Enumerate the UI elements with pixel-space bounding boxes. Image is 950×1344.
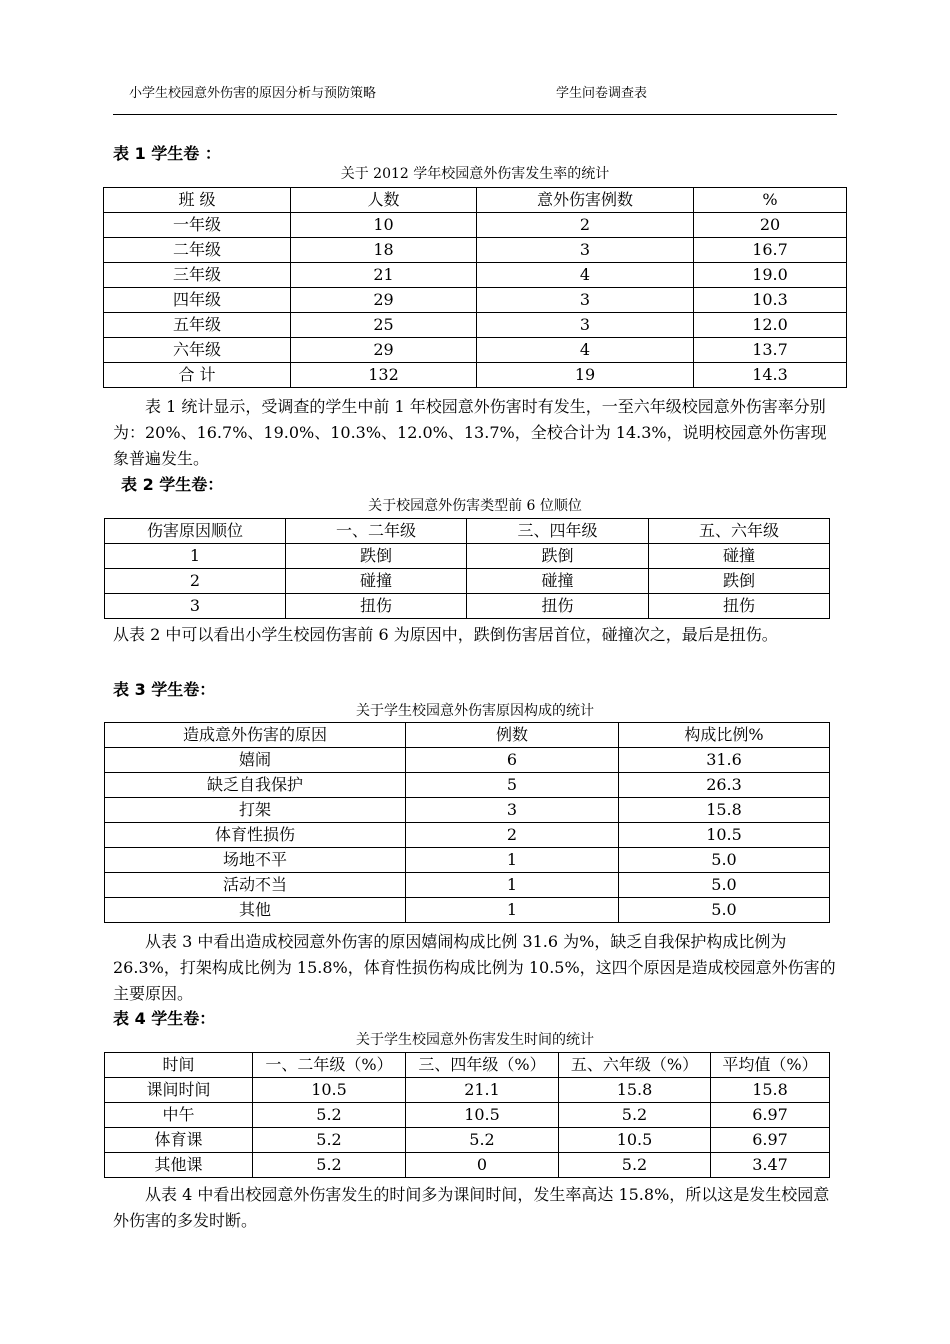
column-header: 人数 xyxy=(291,188,477,213)
table-cell: 13.7 xyxy=(694,338,847,363)
table-cell: 碰撞 xyxy=(649,544,830,569)
table-cell: 15.8 xyxy=(559,1078,711,1103)
table-cell: 5.2 xyxy=(253,1128,406,1153)
table-header-row xyxy=(105,723,830,748)
column-header: 一、二年级（%） xyxy=(253,1053,406,1078)
table-cell: 中午 xyxy=(105,1103,253,1128)
table-row xyxy=(105,594,830,619)
table-row xyxy=(105,848,830,873)
table-cell: 18 xyxy=(291,238,477,263)
table-cell: 0 xyxy=(406,1153,559,1178)
table-cell: 六年级 xyxy=(104,338,291,363)
table-row xyxy=(105,1078,830,1103)
table-cell: 25 xyxy=(291,313,477,338)
table-cell: 课间时间 xyxy=(105,1078,253,1103)
table-row xyxy=(104,263,847,288)
table-row xyxy=(104,363,847,388)
table-cell: 3 xyxy=(406,798,619,823)
section2-paragraph: 从表 2 中可以看出小学生校园伤害前 6 为原因中，跌倒伤害居首位，碰撞次之，最后是扭伤。 xyxy=(113,625,778,644)
table-row xyxy=(104,338,847,363)
table-header-row xyxy=(105,1053,830,1078)
table-cell: 3 xyxy=(105,594,286,619)
table-cell: 扭伤 xyxy=(649,594,830,619)
table-cell: 6 xyxy=(406,748,619,773)
table-cell: 12.0 xyxy=(694,313,847,338)
table-cell: 2 xyxy=(477,213,694,238)
table-cell: 1 xyxy=(406,898,619,923)
table-cell: 5.0 xyxy=(619,898,830,923)
column-header: 一、二年级 xyxy=(286,519,467,544)
table-cell: 31.6 xyxy=(619,748,830,773)
injury-cause-composition-table xyxy=(104,722,830,923)
table-cell: 3 xyxy=(477,238,694,263)
table-cell: 132 xyxy=(291,363,477,388)
section2-heading: 表 2 学生卷： xyxy=(121,475,224,494)
header-document-type: 学生问卷调查表 xyxy=(556,86,648,101)
table-cell: 1 xyxy=(105,544,286,569)
section2-caption: 关于校园意外伤害类型前 6 位顺位 xyxy=(368,498,582,514)
column-header: 平均值（%） xyxy=(711,1053,830,1078)
table-cell: 21.1 xyxy=(406,1078,559,1103)
table-cell: 1 xyxy=(406,873,619,898)
table-cell: 5.0 xyxy=(619,848,830,873)
column-header: 意外伤害例数 xyxy=(477,188,694,213)
table-cell: 19.0 xyxy=(694,263,847,288)
table-row xyxy=(105,773,830,798)
table-cell: 5 xyxy=(406,773,619,798)
table-cell: 5.2 xyxy=(406,1128,559,1153)
table-cell: 19 xyxy=(477,363,694,388)
table-cell: 3 xyxy=(477,313,694,338)
table-cell: 10.5 xyxy=(619,823,830,848)
incidence-rate-table xyxy=(103,187,847,388)
column-header: 三、四年级 xyxy=(467,519,649,544)
table-cell: 跌倒 xyxy=(286,544,467,569)
column-header: 班 级 xyxy=(104,188,291,213)
table-row xyxy=(104,238,847,263)
table-cell: 4 xyxy=(477,338,694,363)
table-cell: 跌倒 xyxy=(649,569,830,594)
injury-type-ranking-table xyxy=(104,518,830,619)
column-header: 时间 xyxy=(105,1053,253,1078)
table-cell: 10.5 xyxy=(559,1128,711,1153)
table-cell: 缺乏自我保护 xyxy=(105,773,406,798)
table-cell: 扭伤 xyxy=(286,594,467,619)
table-cell: 二年级 xyxy=(104,238,291,263)
table-cell: 16.7 xyxy=(694,238,847,263)
section4-paragraph: 从表 4 中看出校园意外伤害发生的时间多为课间时间，发生率高达 15.8%，所以这是发生校园意外伤害的多发时断。 xyxy=(113,1185,830,1230)
table-cell: 5.2 xyxy=(253,1103,406,1128)
table-cell: 6.97 xyxy=(711,1128,830,1153)
page-header xyxy=(113,78,837,115)
injury-time-table xyxy=(104,1052,830,1178)
table-row xyxy=(105,1128,830,1153)
table-cell: 2 xyxy=(105,569,286,594)
column-header: % xyxy=(694,188,847,213)
table-cell: 3 xyxy=(477,288,694,313)
table-row xyxy=(105,823,830,848)
table-row xyxy=(105,873,830,898)
table-row xyxy=(105,1153,830,1178)
table-cell: 5.2 xyxy=(559,1103,711,1128)
table-cell: 15.8 xyxy=(619,798,830,823)
table-cell: 体育性损伤 xyxy=(105,823,406,848)
table-cell: 跌倒 xyxy=(467,544,649,569)
column-header: 五、六年级 xyxy=(649,519,830,544)
section4-caption: 关于学生校园意外伤害发生时间的统计 xyxy=(356,1032,594,1048)
table-header-row xyxy=(104,188,847,213)
table-cell: 29 xyxy=(291,338,477,363)
header-document-title: 小学生校园意外伤害的原因分析与预防策略 xyxy=(129,86,377,101)
table-cell: 5.2 xyxy=(253,1153,406,1178)
table-cell: 其他课 xyxy=(105,1153,253,1178)
table-cell: 一年级 xyxy=(104,213,291,238)
table-cell: 1 xyxy=(406,848,619,873)
table-cell: 5.2 xyxy=(559,1153,711,1178)
table-header-row xyxy=(105,519,830,544)
table-cell: 打架 xyxy=(105,798,406,823)
section1-paragraph: 表 1 统计显示，受调查的学生中前 1 年校园意外伤害时有发生，一至六年级校园意外伤害率分别为：20%、16.7%、19.0%、10.3%、12.0%、13.7%，全校合计为 14.3%，说明校园意外伤害现象普遍发生。 xyxy=(113,397,827,468)
table-cell: 21 xyxy=(291,263,477,288)
table-cell: 14.3 xyxy=(694,363,847,388)
table-cell: 10 xyxy=(291,213,477,238)
table-cell: 10.5 xyxy=(406,1103,559,1128)
table-cell: 15.8 xyxy=(711,1078,830,1103)
table-cell: 碰撞 xyxy=(286,569,467,594)
table-cell: 3.47 xyxy=(711,1153,830,1178)
column-header: 造成意外伤害的原因 xyxy=(105,723,406,748)
table-cell: 活动不当 xyxy=(105,873,406,898)
table-row xyxy=(105,569,830,594)
table-cell: 10.3 xyxy=(694,288,847,313)
table-row xyxy=(104,288,847,313)
table-cell: 三年级 xyxy=(104,263,291,288)
table-row xyxy=(105,798,830,823)
table-cell: 扭伤 xyxy=(467,594,649,619)
table-cell: 29 xyxy=(291,288,477,313)
table-cell: 其他 xyxy=(105,898,406,923)
table-cell: 2 xyxy=(406,823,619,848)
column-header: 五、六年级（%） xyxy=(559,1053,711,1078)
section1-caption: 关于 2012 学年校园意外伤害发生率的统计 xyxy=(340,166,610,182)
table-cell: 场地不平 xyxy=(105,848,406,873)
table-cell: 20 xyxy=(694,213,847,238)
column-header: 三、四年级（%） xyxy=(406,1053,559,1078)
table-cell: 4 xyxy=(477,263,694,288)
column-header: 伤害原因顺位 xyxy=(105,519,286,544)
column-header: 构成比例% xyxy=(619,723,830,748)
table-row xyxy=(104,213,847,238)
table-cell: 5.0 xyxy=(619,873,830,898)
table-cell: 6.97 xyxy=(711,1103,830,1128)
section4-heading: 表 4 学生卷： xyxy=(113,1009,216,1028)
table-cell: 嬉闹 xyxy=(105,748,406,773)
section3-caption: 关于学生校园意外伤害原因构成的统计 xyxy=(356,703,594,719)
table-row xyxy=(105,544,830,569)
section3-heading: 表 3 学生卷： xyxy=(113,680,216,699)
section1-heading: 表 1 学生卷 ： xyxy=(113,144,221,163)
table-row xyxy=(105,748,830,773)
column-header: 例数 xyxy=(406,723,619,748)
table-cell: 26.3 xyxy=(619,773,830,798)
table-cell: 四年级 xyxy=(104,288,291,313)
table-cell: 10.5 xyxy=(253,1078,406,1103)
table-cell: 五年级 xyxy=(104,313,291,338)
table-row xyxy=(104,313,847,338)
table-cell: 体育课 xyxy=(105,1128,253,1153)
section3-paragraph: 从表 3 中看出造成校园意外伤害的原因嬉闹构成比例 31.6 为%，缺乏自我保护构成比例为 26.3%，打架构成比例为 15.8%，体育性损伤构成比例为 10.5%，这四个原因是造成校园意外伤害的主要原因。 xyxy=(113,932,836,1003)
table-row xyxy=(105,1103,830,1128)
table-cell: 碰撞 xyxy=(467,569,649,594)
table-row xyxy=(105,898,830,923)
table-cell: 合 计 xyxy=(104,363,291,388)
